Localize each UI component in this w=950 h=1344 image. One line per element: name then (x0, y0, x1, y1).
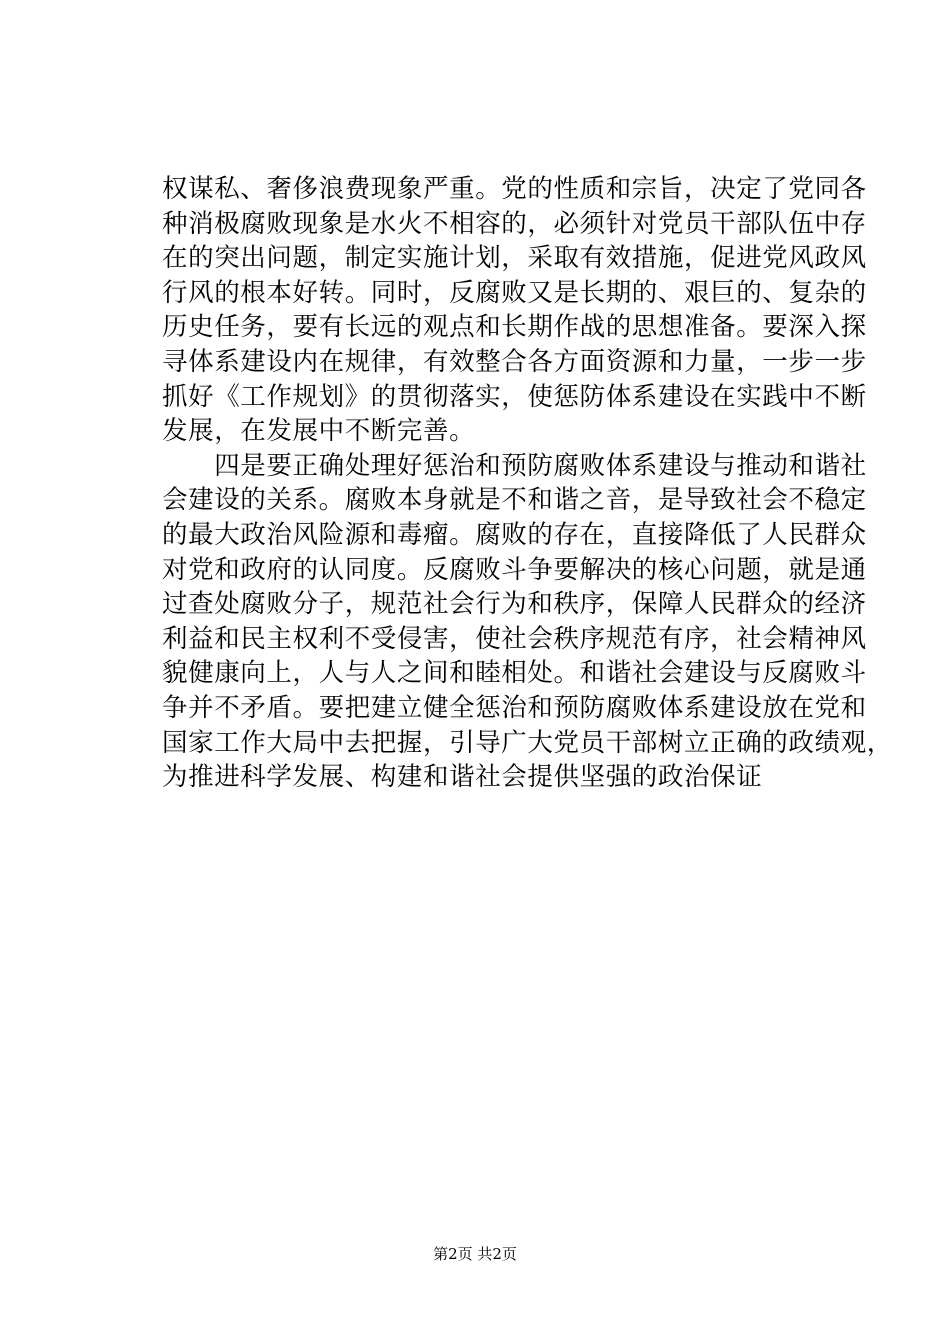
text-line: 会建设的关系。腐败本身就是不和谐之音，是导致社会不稳定 (162, 485, 867, 516)
text-line: 利益和民主权利不受侵害，使社会秩序规范有序，社会精神风 (162, 623, 867, 654)
text-line: 国家工作大局中去把握，引导广大党员干部树立正确的政绩观， (162, 727, 893, 758)
text-line: 过查处腐败分子，规范社会行为和秩序，保障人民群众的经济 (162, 589, 867, 620)
text-line: 抓好《工作规划》的贯彻落实，使惩防体系建设在实践中不断 (162, 381, 867, 412)
text-line: 争并不矛盾。要把建立健全惩治和预防腐败体系建设放在党和 (162, 692, 867, 723)
page-footer (0, 1244, 950, 1264)
text-line: 行风的根本好转。同时，反腐败又是长期的、艰巨的、复杂的 (162, 277, 867, 308)
text-line: 四是要正确处理好惩治和预防腐败体系建设与推动和谐社 (162, 450, 867, 481)
text-line: 貌健康向上，人与人之间和睦相处。和谐社会建设与反腐败斗 (162, 658, 867, 689)
text-line: 发展，在发展中不断完善。 (162, 416, 476, 447)
text-line: 在的突出问题，制定实施计划，采取有效措施，促进党风政风 (162, 243, 867, 274)
body-text (162, 172, 893, 795)
text-line: 历史任务，要有长远的观点和长期作战的思想准备。要深入探 (162, 312, 867, 343)
text-line: 权谋私、奢侈浪费现象严重。党的性质和宗旨，决定了党同各 (162, 174, 867, 204)
text-line: 种消极腐败现象是水火不相容的，必须针对党员干部队伍中存 (162, 208, 867, 239)
page-number: 第2页 共2页 (433, 1245, 517, 1263)
text-line: 为推进科学发展、构建和谐社会提供坚强的政治保证 (162, 762, 763, 793)
text-line: 寻体系建设内在规律，有效整合各方面资源和力量，一步一步 (162, 346, 867, 377)
text-line: 对党和政府的认同度。反腐败斗争要解决的核心问题，就是通 (162, 554, 867, 585)
text-line: 的最大政治风险源和毒瘤。腐败的存在，直接降低了人民群众 (162, 519, 867, 550)
